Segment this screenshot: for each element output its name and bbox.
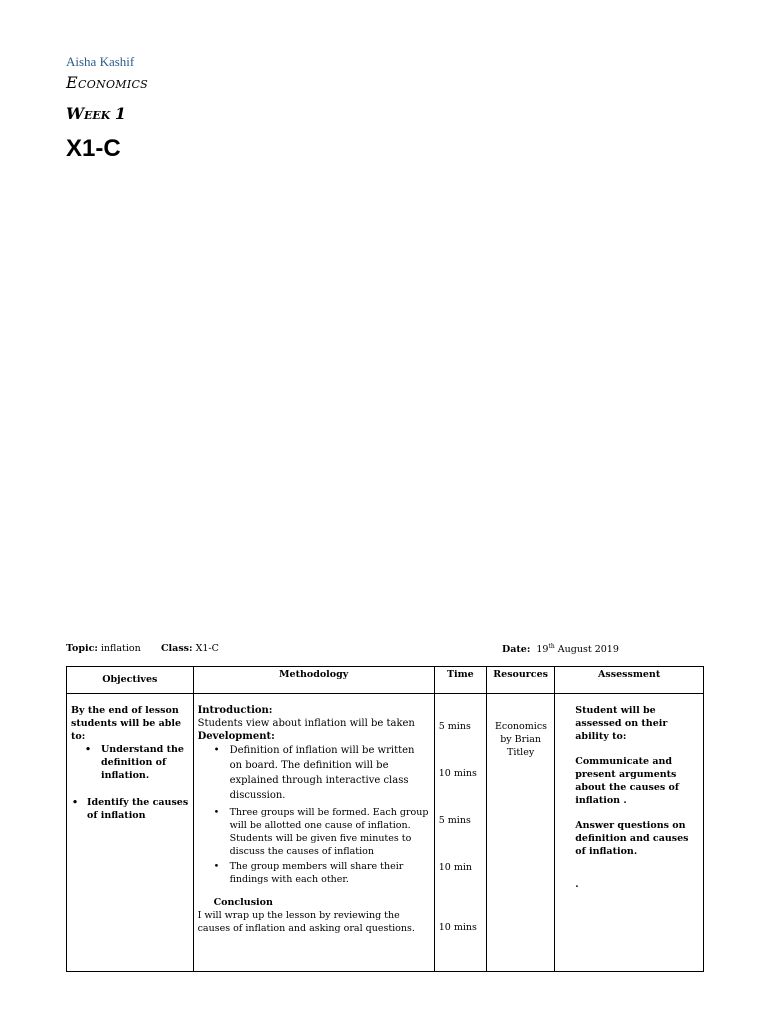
resources-cell [486,694,554,972]
header-assessment: Assessment [555,667,704,694]
intro-heading: Introduction: [197,705,273,716]
class-line [161,643,219,654]
topic-line [66,643,141,654]
development-list [198,743,430,886]
subject-rest: CONOMICS [77,78,149,91]
time-2: 10 mins [438,768,477,779]
class-value: X1-C [195,643,219,654]
time-cell [434,694,486,972]
date-label: Date: [502,644,531,656]
header-time: Time [434,667,486,694]
development-bullet-2: • Three groups will be formed. Each group will be allotted one cause of inflation. Students will be given five minutes to discuss the causes of inflation [214,806,430,858]
time-4: 10 min [438,862,472,873]
assessment-item-2: Answer questions on definition and causes of inflation. [575,820,689,857]
date-suffix: th [548,643,555,650]
date-rest: August 2019 [557,644,619,656]
objectives-cell [67,694,194,972]
conclusion-text: I will wrap up the lesson by reviewing the causes of inflation and asking oral questions. [197,910,415,934]
header-resources: Resources [486,667,554,694]
assessment-intro: Student will be assessed on their ability to: [575,705,668,742]
conclusion-heading: Conclusion [213,897,273,908]
lesson-plan-table [66,666,704,972]
header-methodology: Methodology [193,667,434,694]
class-title: X1-C [66,135,121,162]
development-bullet-3: • The group members will share their findings with each other. [214,860,430,886]
assessment-dot: . [575,879,579,890]
time-5: 10 mins [438,922,477,933]
week-title [66,104,126,123]
development-bullet-1: • Definition of inflation will be written on board. The definition will be explained through interactive class discussion. [214,743,430,803]
date-day: 19 [536,644,549,656]
objective-item-1: • Understand the definition of inflation. [85,743,193,782]
objective-item-2: • Identify the causes of inflation [71,796,193,822]
table-body-row [67,694,704,972]
time-3: 5 mins [438,815,471,826]
assessment-item-1: Communicate and present arguments about the causes of inflation . [575,756,679,806]
subject-initial: E [66,73,78,92]
topic-value: inflation [100,643,141,654]
intro-text: Students view about inflation will be taken [197,718,415,729]
methodology-cell [193,694,434,972]
week-rest: EEK [83,109,111,122]
objectives-list [71,743,193,782]
week-initial: W [66,104,84,123]
class-label: Class: [161,643,193,654]
development-heading: Development: [197,731,275,742]
assessment-cell [555,694,704,972]
topic-label: Topic: [66,643,98,654]
week-number: 1 [114,104,126,123]
objectives-intro: By the end of lesson students will be able to: [71,705,182,742]
conclusion [197,896,430,935]
author-name: Aisha Kashif [66,54,135,69]
time-1: 5 mins [438,721,471,732]
date-line [502,643,619,655]
resources-text: Economics by Brian Titley [494,721,548,758]
header-objectives: Objectives [67,667,194,694]
table-header-row [67,667,704,694]
subject-title [66,73,148,92]
